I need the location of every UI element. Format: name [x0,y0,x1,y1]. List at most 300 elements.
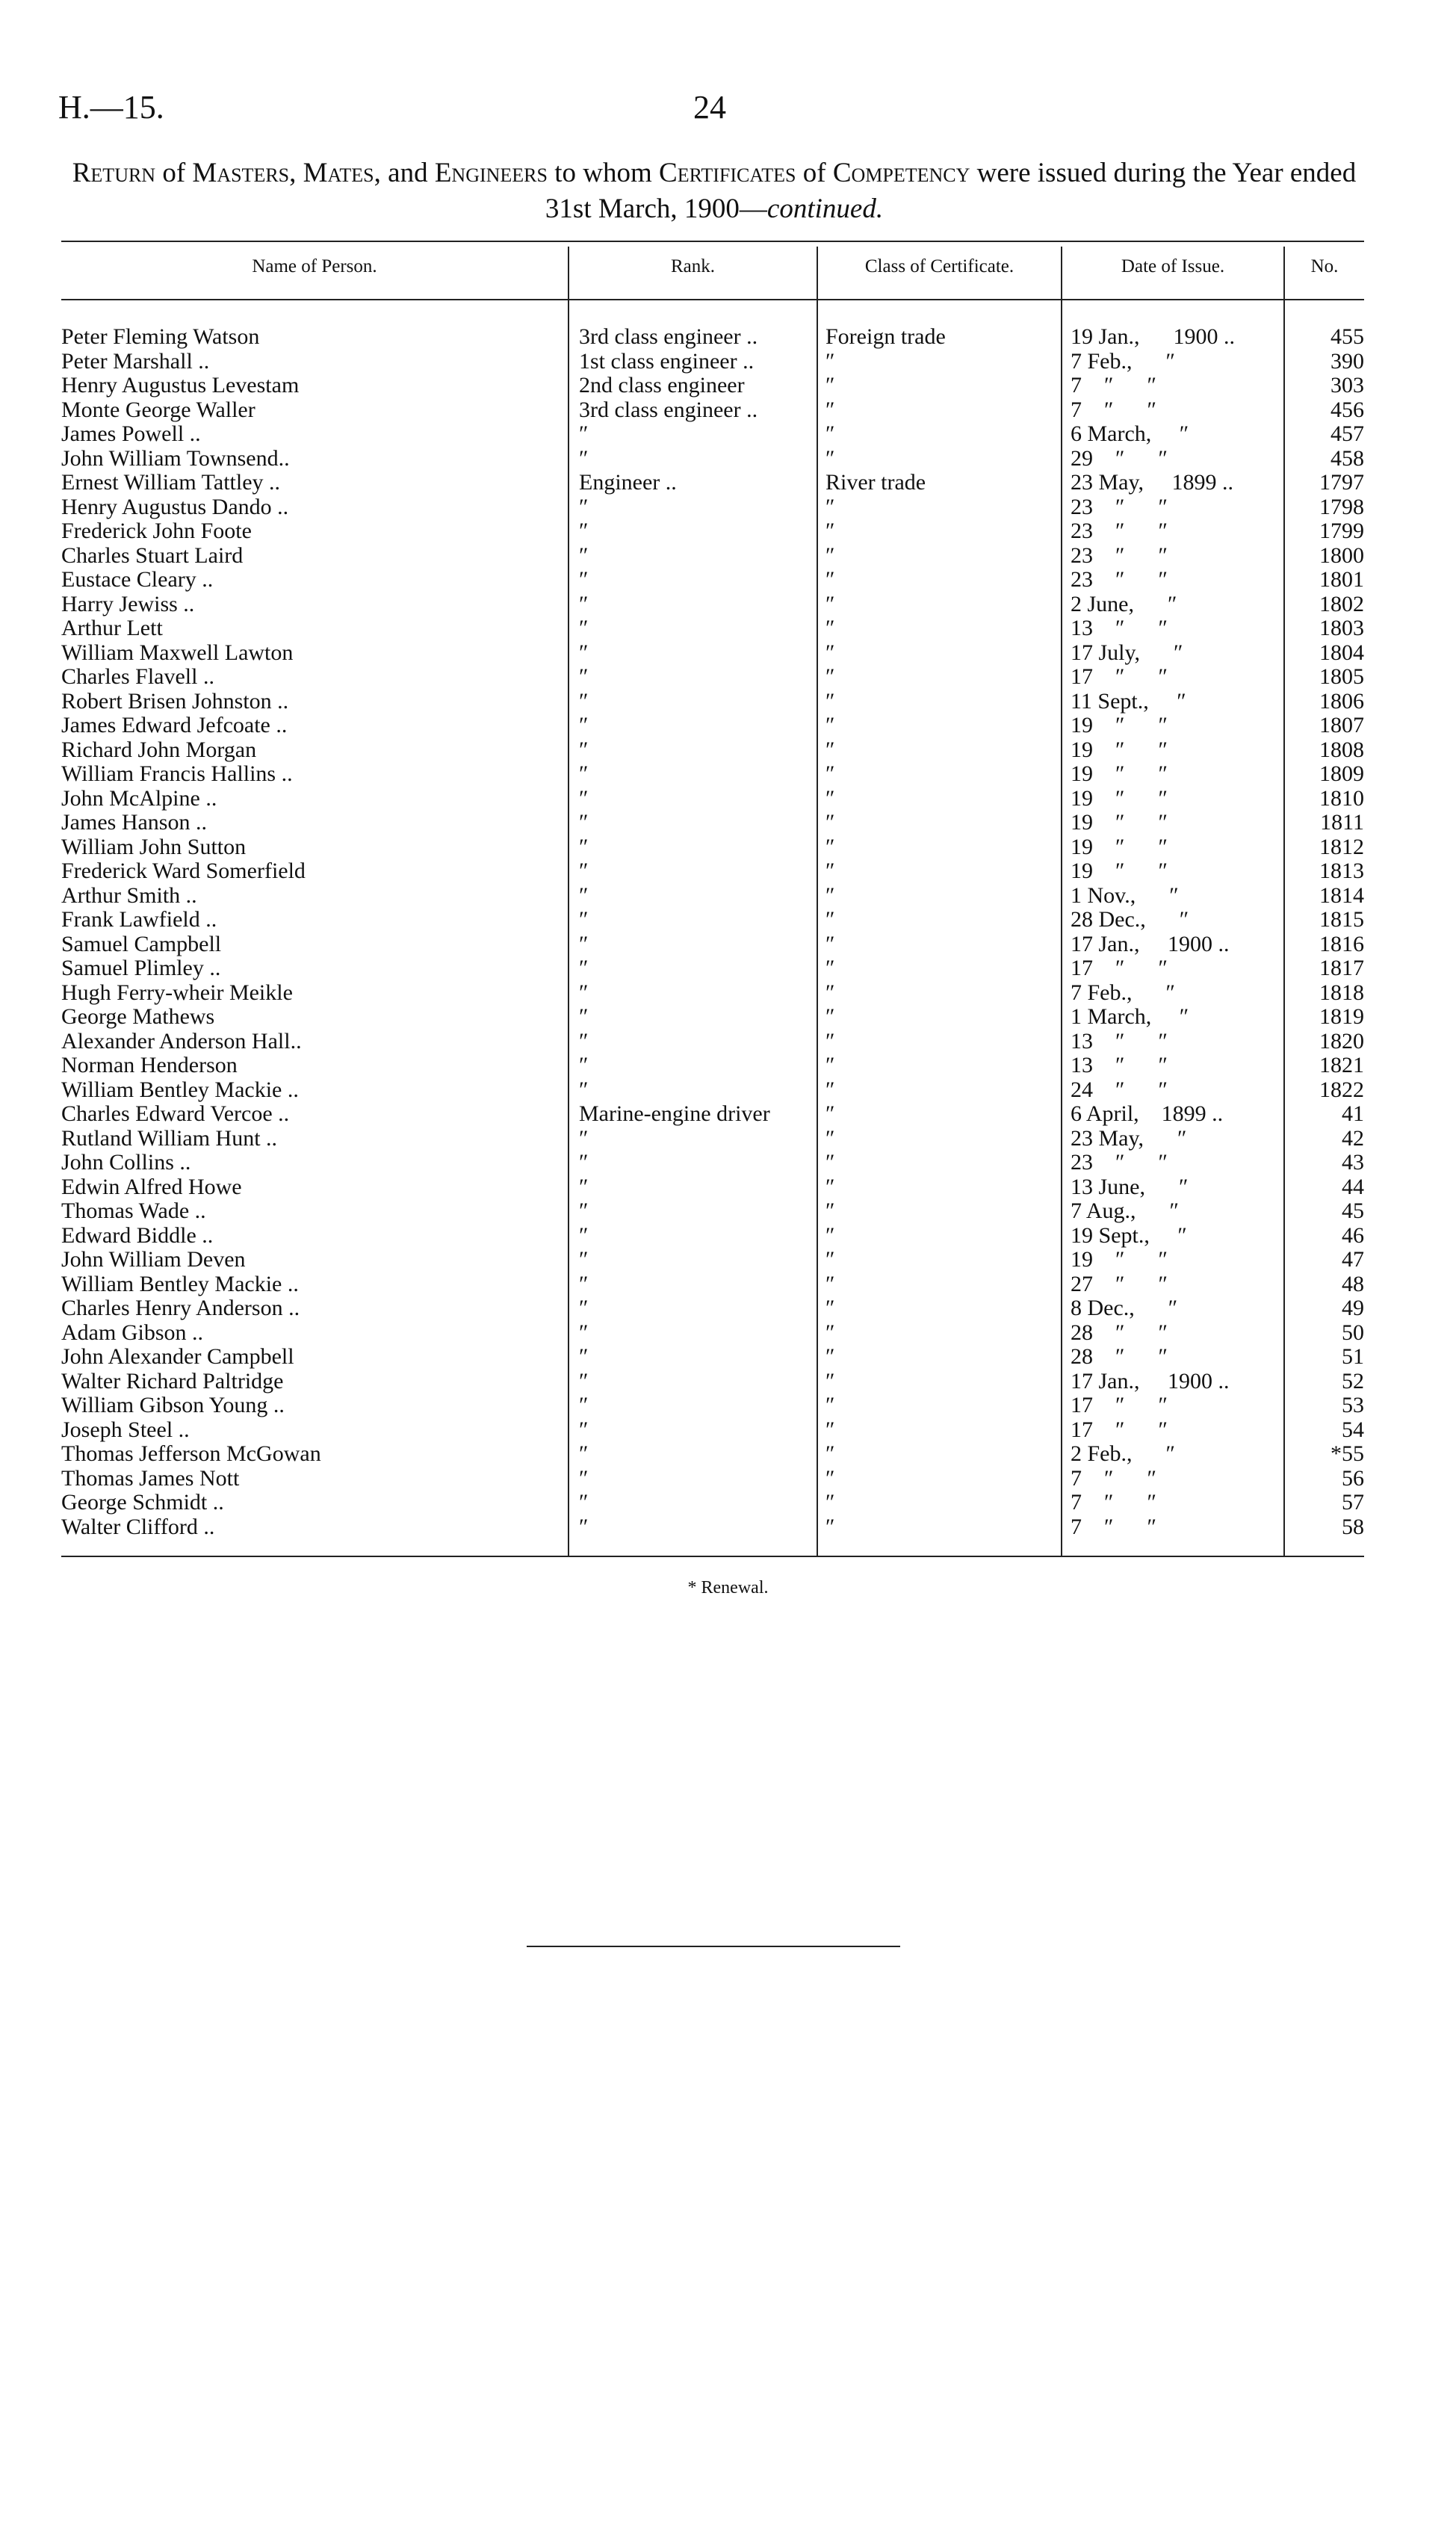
person-name: William Maxwell Lawton [61,640,294,665]
certificate-class: ″ [825,1005,835,1029]
person-name: William John Sutton [61,835,247,859]
date-of-issue: 7 ″ ″ [1071,1491,1156,1515]
table-row [0,1199,1456,1224]
certificate-class: ″ [825,883,835,908]
table-row [0,1418,1456,1443]
certificate-number: 43 [1342,1151,1364,1175]
date-of-issue: 2 Feb., ″ [1071,1442,1175,1466]
rank: ″ [579,908,589,932]
date-of-issue: 19 ″ ″ [1071,737,1168,762]
certificate-class: ″ [825,374,835,398]
date-of-issue: 6 March, ″ [1071,422,1189,446]
person-name: Robert Brisen Johnston .. [61,689,289,714]
certificate-number: 1803 [1319,616,1364,640]
certificate-class: ″ [825,1077,835,1102]
certificate-number: 457 [1330,422,1364,446]
date-of-issue: 28 ″ ″ [1071,1345,1168,1369]
table-row [0,1151,1456,1175]
table-row [0,1248,1456,1272]
rank: ″ [579,1320,589,1345]
table-row [0,616,1456,641]
person-name: Charles Flavell .. [61,665,214,689]
person-name: George Mathews [61,1005,215,1029]
certificate-number: 51 [1342,1345,1364,1369]
title-part: to whom [547,158,660,188]
person-name: Charles Edward Vercoe .. [61,1102,290,1126]
table-header-rule [61,299,1364,300]
person-name: Samuel Plimley .. [61,956,221,980]
certificate-number: 1800 [1319,543,1364,568]
certificate-class: ″ [825,1491,835,1515]
certificate-table-body [0,325,1456,1539]
person-name: John William Deven [61,1248,246,1272]
title-part: Return [72,158,156,188]
certificate-number: 1813 [1319,859,1364,883]
rank: ″ [579,1077,589,1102]
rank: ″ [579,1296,589,1320]
rank: ″ [579,665,589,689]
certificate-class: ″ [825,446,835,471]
person-name: Joseph Steel .. [61,1417,190,1442]
person-name: William Francis Hallins .. [61,762,293,786]
table-row [0,519,1456,544]
table-row [0,762,1456,787]
certificate-number: 455 [1330,325,1364,349]
certificate-number: 1818 [1319,980,1364,1005]
person-name: William Bentley Mackie .. [61,1077,299,1102]
title-part: were issued during the Year ended 31st March, 1900— [545,158,1357,224]
rank: ″ [579,1442,589,1466]
certificate-number: 1817 [1319,956,1364,980]
rank: ″ [579,956,589,980]
rank: ″ [579,1151,589,1175]
rank: 3rd class engineer .. [579,325,758,349]
certificate-class: ″ [825,980,835,1005]
table-row [0,1030,1456,1054]
certificate-class: ″ [825,1126,835,1151]
certificate-class: ″ [825,762,835,786]
date-of-issue: 17 Jan., 1900 .. [1071,1369,1230,1394]
certificate-number: 1798 [1319,495,1364,519]
table-row [0,1005,1456,1030]
rank: ″ [579,835,589,859]
certificate-number: 57 [1342,1491,1364,1515]
table-row [0,811,1456,835]
person-name: William Gibson Young .. [61,1394,285,1417]
table-row [0,568,1456,593]
person-name: John Alexander Campbell [61,1345,294,1369]
rank: ″ [579,737,589,762]
certificate-class: ″ [825,422,835,446]
certificate-number: 1810 [1319,786,1364,811]
rank: ″ [579,1029,589,1054]
certificate-class: ″ [825,1102,835,1126]
date-of-issue: 17 July, ″ [1071,640,1183,665]
rank: ″ [579,616,589,640]
certificate-class: ″ [825,1248,835,1272]
table-row [0,1175,1456,1200]
rank: ″ [579,1175,589,1199]
rank: ″ [579,422,589,446]
person-name: Edwin Alfred Howe [61,1175,242,1199]
certificate-class: ″ [825,714,835,737]
title-part: of [796,158,833,188]
date-of-issue: 23 ″ ″ [1071,568,1168,592]
person-name: Frederick John Foote [61,519,252,543]
certificate-number: 50 [1342,1320,1364,1345]
certificate-number: 46 [1342,1223,1364,1248]
certificate-class: ″ [825,1175,835,1199]
person-name: Ernest William Tattley .. [61,471,281,495]
date-of-issue: 7 ″ ″ [1071,1466,1156,1491]
rank: ″ [579,811,589,835]
document-reference: H.—15. [58,89,164,126]
date-of-issue: 8 Dec., ″ [1071,1296,1178,1320]
certificate-class: ″ [825,1296,835,1320]
date-of-issue: 19 ″ ″ [1071,786,1168,811]
table-row [0,374,1456,398]
date-of-issue: 19 ″ ″ [1071,859,1168,883]
title-part: Engineers [434,158,548,188]
date-of-issue: 23 ″ ″ [1071,519,1168,543]
date-of-issue: 11 Sept., ″ [1071,689,1186,714]
certificate-class: ″ [825,592,835,616]
rank: ″ [579,980,589,1005]
table-row [0,1272,1456,1297]
rank: Engineer .. [579,471,677,495]
certificate-number: 49 [1342,1296,1364,1320]
person-name: James Powell .. [61,422,201,446]
date-of-issue: 7 Feb., ″ [1071,349,1175,374]
certificate-number: 1815 [1319,908,1364,932]
certificate-class: ″ [825,689,835,714]
rank: ″ [579,1054,589,1077]
certificate-number: 45 [1342,1199,1364,1223]
table-row [0,714,1456,738]
table-row [0,1370,1456,1394]
person-name: Arthur Smith .. [61,883,197,908]
table-row [0,350,1456,374]
certificate-number: 458 [1330,446,1364,471]
table-row [0,447,1456,471]
person-name: James Hanson .. [61,811,207,835]
rank: ″ [579,1199,589,1223]
table-row [0,1321,1456,1346]
certificate-number: 1807 [1319,714,1364,737]
date-of-issue: 19 ″ ″ [1071,714,1168,737]
title-part: Certificates [659,158,796,188]
rank: ″ [579,568,589,592]
table-row [0,981,1456,1006]
table-row [0,1467,1456,1491]
date-of-issue: 23 ″ ″ [1071,543,1168,568]
column-header-class: Class of Certificate. [864,256,1014,276]
certificate-number: 1816 [1319,932,1364,956]
table-row [0,495,1456,520]
certificate-class: ″ [825,1199,835,1223]
certificate-number: 1820 [1319,1029,1364,1054]
certificate-number: 1821 [1319,1054,1364,1077]
title-continued: continued. [766,194,884,224]
rank: ″ [579,1466,589,1491]
certificate-class: ″ [825,519,835,543]
date-of-issue: 29 ″ ″ [1071,446,1168,471]
person-name: Monte George Waller [61,398,255,422]
certificate-number: 42 [1342,1126,1364,1151]
rank: ″ [579,519,589,543]
certificate-number: 58 [1342,1515,1364,1539]
certificate-number: 1809 [1319,762,1364,786]
rank: ″ [579,446,589,471]
person-name: Hugh Ferry-wheir Meikle [61,980,293,1005]
table-row [0,544,1456,569]
certificate-class: ″ [825,1029,835,1054]
rank: 3rd class engineer .. [579,398,758,422]
certificate-number: 1814 [1319,883,1364,908]
certificate-number: 1799 [1319,519,1364,543]
person-name: Harry Jewiss .. [61,592,195,616]
rank: ″ [579,1515,589,1539]
date-of-issue: 17 Jan., 1900 .. [1071,932,1230,956]
table-row [0,787,1456,811]
certificate-class: ″ [825,1394,835,1417]
rank: ″ [579,592,589,616]
rank: ″ [579,1126,589,1151]
date-of-issue: 7 Feb., ″ [1071,980,1175,1005]
certificate-number: *55 [1330,1442,1364,1466]
person-name: Walter Richard Paltridge [61,1369,284,1394]
person-name: Peter Fleming Watson [61,325,260,349]
certificate-class: ″ [825,811,835,835]
date-of-issue: 17 ″ ″ [1071,956,1168,980]
table-title [58,155,1370,227]
person-name: Thomas Jefferson McGowan [61,1442,321,1466]
rank: ″ [579,1005,589,1029]
table-row [0,665,1456,690]
table-row [0,835,1456,860]
rank: 1st class engineer .. [579,349,755,374]
certificate-class: ″ [825,835,835,859]
column-header-name: Name of Person. [252,256,377,276]
date-of-issue: 1 March, ″ [1071,1005,1189,1029]
table-row [0,932,1456,957]
certificate-class: River trade [825,471,926,495]
date-of-issue: 19 ″ ″ [1071,811,1168,835]
rank: ″ [579,1369,589,1394]
certificate-class: ″ [825,786,835,811]
date-of-issue: 19 Jan., 1900 .. [1071,325,1235,349]
date-of-issue: 13 June, ″ [1071,1175,1189,1199]
table-row [0,1515,1456,1540]
date-of-issue: 13 ″ ″ [1071,1054,1168,1077]
certificate-class: ″ [825,616,835,640]
certificate-number: 44 [1342,1175,1364,1199]
table-row [0,1442,1456,1467]
certificate-number: 56 [1342,1466,1364,1491]
person-name: John McAlpine .. [61,786,217,811]
rank: ″ [579,1491,589,1515]
table-row [0,859,1456,884]
date-of-issue: 24 ″ ″ [1071,1077,1168,1102]
certificate-class: ″ [825,956,835,980]
person-name: Alexander Anderson Hall.. [61,1029,302,1054]
certificate-class: ″ [825,1369,835,1394]
table-row [0,325,1456,350]
rank: ″ [579,1345,589,1369]
rank: ″ [579,1223,589,1248]
table-row [0,641,1456,666]
date-of-issue: 19 ″ ″ [1071,835,1168,859]
rank: ″ [579,932,589,956]
table-row [0,1078,1456,1103]
title-part: Competency [832,158,970,188]
certificate-class: ″ [825,398,835,422]
certificate-number: 53 [1342,1394,1364,1417]
certificate-number: 1822 [1319,1077,1364,1102]
certificate-number: 48 [1342,1272,1364,1296]
person-name: Charles Henry Anderson .. [61,1296,300,1320]
rank: ″ [579,883,589,908]
certificate-class: ″ [825,1054,835,1077]
rank: ″ [579,859,589,883]
table-row [0,1127,1456,1151]
table-row [0,1102,1456,1127]
table-row [0,1345,1456,1370]
table-row [0,738,1456,763]
table-row [0,398,1456,423]
person-name: Walter Clifford .. [61,1515,215,1539]
date-of-issue: 23 May, 1899 .. [1071,471,1234,495]
footnote: * Renewal. [687,1578,769,1597]
certificate-number: 390 [1330,349,1364,374]
person-name: Edward Biddle .. [61,1223,214,1248]
person-name: Arthur Lett [61,616,163,640]
column-header-rank: Rank. [670,256,716,276]
certificate-class: ″ [825,543,835,568]
certificate-number: 1806 [1319,689,1364,714]
rank: ″ [579,1272,589,1296]
person-name: George Schmidt .. [61,1491,224,1515]
table-row [0,1054,1456,1078]
date-of-issue: 17 ″ ″ [1071,1417,1168,1442]
person-name: Rutland William Hunt .. [61,1126,278,1151]
certificate-class: ″ [825,1442,835,1466]
certificate-number: 1805 [1319,665,1364,689]
certificate-class: ″ [825,859,835,883]
date-of-issue: 23 ″ ″ [1071,495,1168,519]
person-name: Adam Gibson .. [61,1320,203,1345]
person-name: Charles Stuart Laird [61,543,244,568]
date-of-issue: 13 ″ ″ [1071,616,1168,640]
date-of-issue: 1 Nov., ″ [1071,883,1179,908]
certificate-class: ″ [825,932,835,956]
rank: ″ [579,689,589,714]
certificate-class: ″ [825,495,835,519]
date-of-issue: 17 ″ ″ [1071,1394,1168,1417]
person-name: Samuel Campbell [61,932,222,956]
certificate-number: 52 [1342,1369,1364,1394]
person-name: Thomas James Nott [61,1466,240,1491]
date-of-issue: 19 Sept., ″ [1071,1223,1187,1248]
person-name: Frank Lawfield .. [61,908,217,932]
rank: ″ [579,762,589,786]
certificate-number: 47 [1342,1248,1364,1272]
certificate-number: 303 [1330,374,1364,398]
person-name: Eustace Cleary .. [61,568,214,592]
rank: 2nd class engineer [579,374,745,398]
title-part: Masters, Mates, [192,158,381,188]
person-name: William Bentley Mackie .. [61,1272,299,1296]
date-of-issue: 7 ″ ″ [1071,398,1156,422]
certificate-number: 1801 [1319,568,1364,592]
person-name: Henry Augustus Levestam [61,374,300,398]
title-part: and [380,158,435,188]
certificate-class: ″ [825,1320,835,1345]
certificate-class: ″ [825,349,835,374]
certificate-class: ″ [825,640,835,665]
certificate-class: ″ [825,1223,835,1248]
table-row [0,1224,1456,1249]
person-name: James Edward Jefcoate .. [61,714,288,737]
date-of-issue: 19 ″ ″ [1071,1248,1168,1272]
table-row [0,956,1456,981]
certificate-class: ″ [825,1417,835,1442]
date-of-issue: 23 ″ ″ [1071,1151,1168,1175]
page-number: 24 [693,89,726,126]
date-of-issue: 19 ″ ″ [1071,762,1168,786]
column-header-date: Date of Issue. [1121,256,1225,276]
date-of-issue: 23 May, ″ [1071,1126,1187,1151]
rank: ″ [579,786,589,811]
date-of-issue: 27 ″ ″ [1071,1272,1168,1296]
date-of-issue: 6 April, 1899 .. [1071,1102,1224,1126]
certificate-number: 41 [1342,1102,1364,1126]
rank: ″ [579,543,589,568]
table-row [0,471,1456,495]
table-row [0,422,1456,447]
table-row [0,908,1456,932]
person-name: Thomas Wade .. [61,1199,206,1223]
person-name: John William Townsend.. [61,446,290,471]
certificate-class: ″ [825,1466,835,1491]
date-of-issue: 7 ″ ″ [1071,374,1156,398]
date-of-issue: 2 June, ″ [1071,592,1177,616]
rank: ″ [579,1394,589,1417]
date-of-issue: 17 ″ ″ [1071,665,1168,689]
certificate-number: 1812 [1319,835,1364,859]
certificate-number: 456 [1330,398,1364,422]
person-name: Richard John Morgan [61,737,257,762]
date-of-issue: 7 Aug., ″ [1071,1199,1180,1223]
rank: ″ [579,714,589,737]
certificate-number: 1819 [1319,1005,1364,1029]
person-name: Peter Marshall .. [61,349,210,374]
certificate-class: ″ [825,1515,835,1539]
person-name: John Collins .. [61,1151,191,1175]
certificate-number: 1811 [1320,811,1364,835]
table-row [0,1394,1456,1418]
table-row [0,1491,1456,1515]
certificate-number: 1797 [1319,471,1364,495]
certificate-class: Foreign trade [825,325,946,349]
person-name: Norman Henderson [61,1054,238,1077]
date-of-issue: 7 ″ ″ [1071,1515,1156,1539]
certificate-class: ″ [825,568,835,592]
table-bottom-rule [61,1556,1364,1557]
certificate-class: ″ [825,1272,835,1296]
table-row [0,884,1456,909]
certificate-class: ″ [825,1345,835,1369]
